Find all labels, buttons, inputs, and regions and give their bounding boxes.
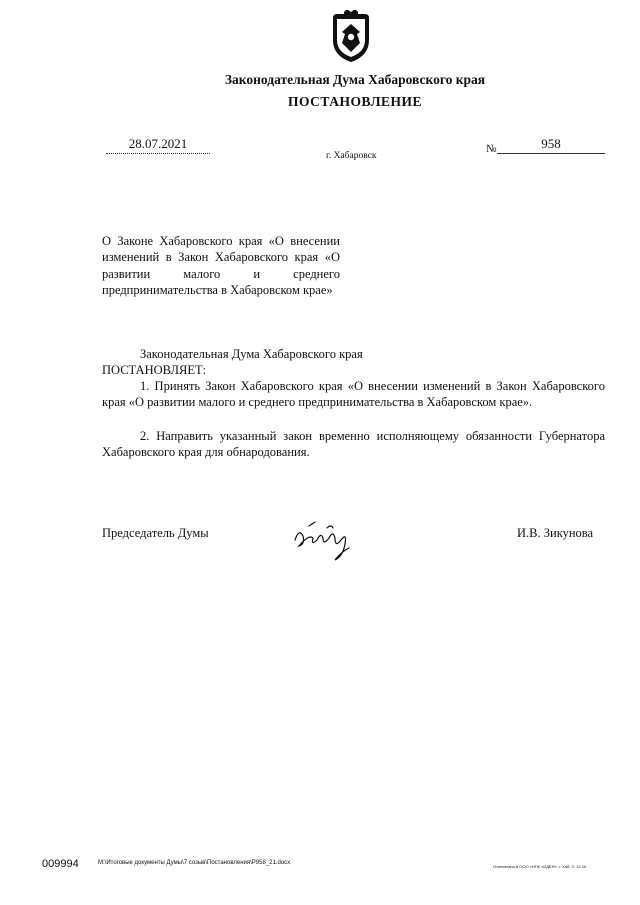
signatory-name: И.В. Зикунова: [517, 526, 594, 540]
handwritten-signature: [289, 518, 359, 564]
resolution-paragraph-1: 1. Принять Закон Хабаровского края «О внесении изменений в Закон Хабаровского края «О развитии малого и среднего предпринимательства в Хабаровском крае».: [102, 379, 605, 409]
resolution-paragraph-2: 2. Направить указанный закон временно исполняющему обязанности Губернатора Хабаровского края для обнародования.: [102, 429, 605, 459]
document-date: 28.07.2021: [106, 136, 210, 154]
file-path: M:\Итоговые документы Думы\7 созыв\Постановления\Р958_21.docx: [98, 860, 291, 866]
issuer-line: Законодательная Дума Хабаровского края: [140, 347, 363, 361]
document-city: г. Хабаровск: [326, 151, 377, 161]
printer-note: Отпечатано в ООО «НПК «ИДЕЯ», г. Хаб. З. 12-16: [493, 864, 587, 869]
number-label: №: [486, 143, 497, 155]
document-number: 958: [497, 136, 605, 154]
signatory-title: Председатель Думы: [102, 526, 209, 540]
resolves-line: ПОСТАНОВЛЯЕТ:: [102, 363, 207, 377]
organization-title: Законодательная Дума Хабаровского края: [224, 72, 486, 87]
coat-of-arms-icon: [329, 10, 373, 64]
registration-number: 009994: [42, 858, 79, 870]
document-type-title: ПОСТАНОВЛЕНИЕ: [287, 94, 423, 109]
document-subject: О Законе Хабаровского края «О внесении изменений в Закон Хабаровского края «О развитии малого и среднего предпринимательства в Хабаровском крае»: [102, 234, 340, 298]
